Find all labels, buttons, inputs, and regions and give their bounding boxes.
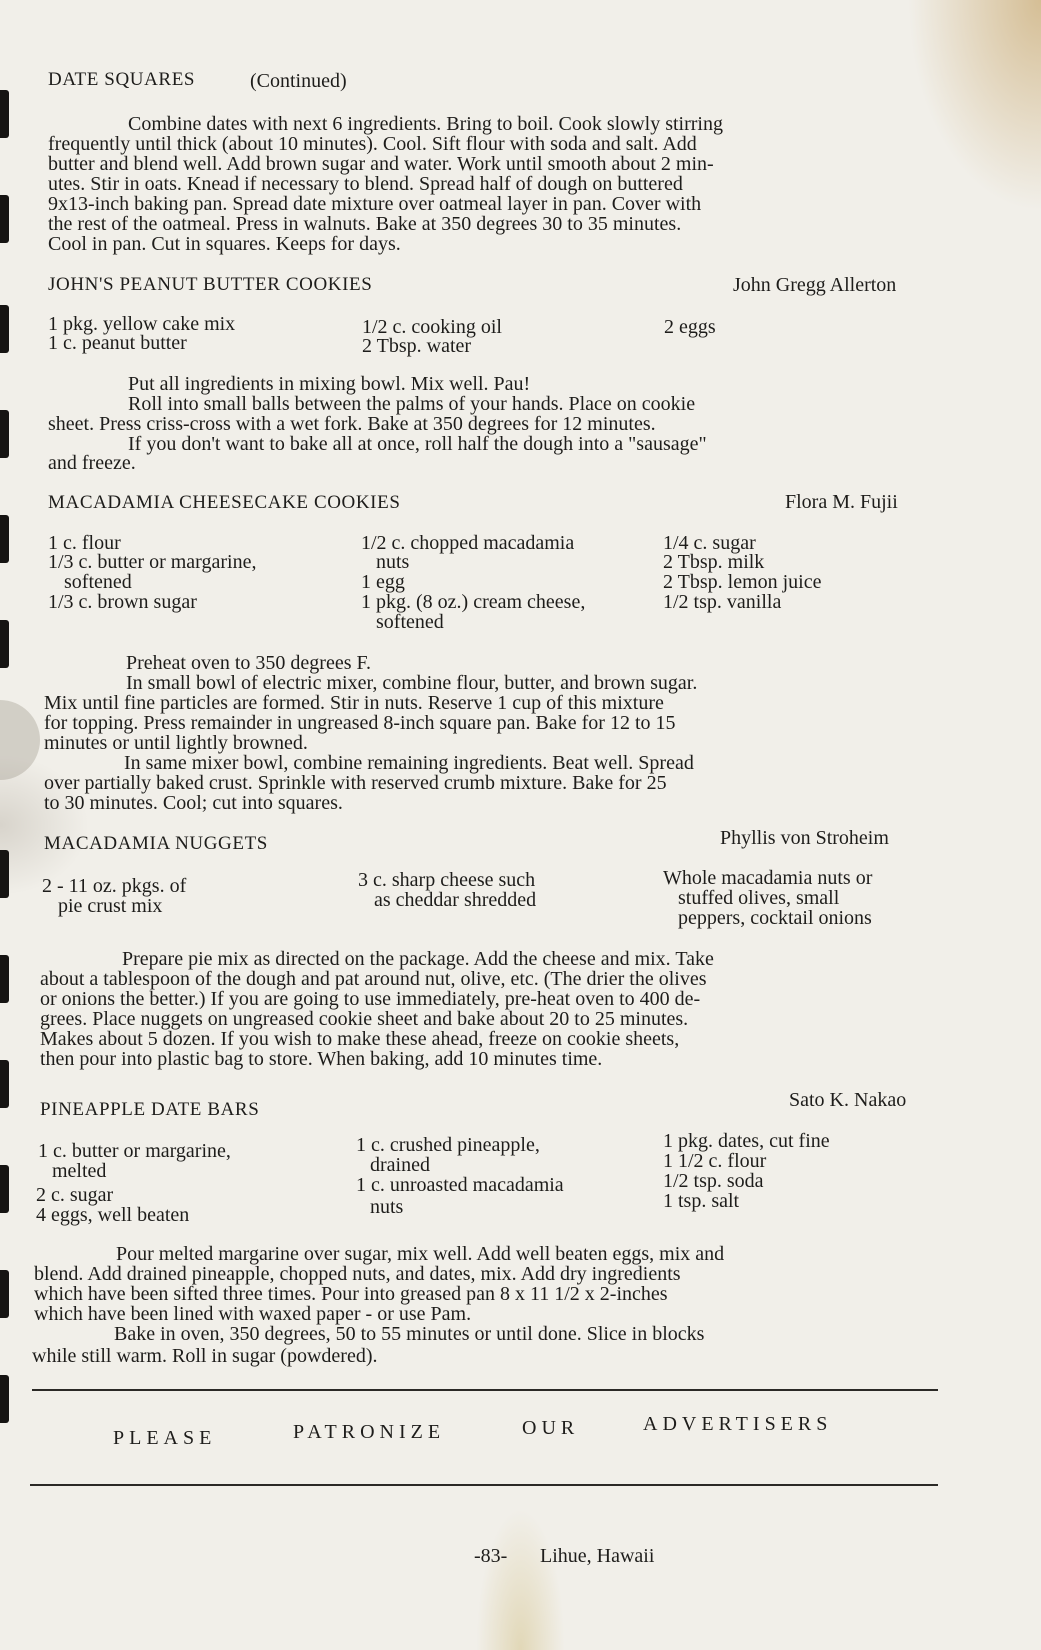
recipe-author: Flora M. Fujii	[785, 491, 898, 513]
instruction-line: to 30 minutes. Cool; cut into squares.	[44, 792, 343, 814]
ingredient: 1 c. peanut butter	[48, 332, 187, 354]
page-number: -83-	[474, 1545, 508, 1567]
instruction-line: Cool in pan. Cut in squares. Keeps for days.	[48, 233, 401, 255]
binding-ring	[0, 1375, 9, 1423]
ingredient: 1 egg	[361, 571, 405, 593]
instruction-line: blend. Add drained pineapple, chopped nuts, and dates, mix. Add dry ingredients	[34, 1263, 681, 1285]
ingredient: 1/2 c. cooking oil	[362, 316, 502, 338]
binding-ring	[0, 515, 9, 563]
ingredient: 2 c. sugar	[36, 1184, 114, 1206]
ingredient: 2 - 11 oz. pkgs. of	[42, 875, 187, 897]
ingredient: 1 c. butter or margarine,	[38, 1140, 231, 1162]
continued-label: (Continued)	[250, 70, 347, 92]
recipe-title: JOHN'S PEANUT BUTTER COOKIES	[48, 274, 373, 295]
ingredient: softened	[64, 571, 132, 593]
instruction-line: about a tablespoon of the dough and pat around nut, olive, etc. (The drier the olives	[40, 968, 707, 990]
divider-bottom	[30, 1484, 938, 1486]
recipe-author: John Gregg Allerton	[733, 274, 897, 296]
ingredient: melted	[52, 1160, 107, 1182]
ingredient: 1 pkg. dates, cut fine	[663, 1130, 830, 1152]
ingredient: peppers, cocktail onions	[678, 907, 872, 929]
binding-ring	[0, 1270, 9, 1318]
instruction-line: the rest of the oatmeal. Press in walnuts. Bake at 350 degrees 30 to 35 minutes.	[48, 213, 682, 235]
ingredient: 1 c. flour	[48, 532, 121, 554]
instruction-line: In same mixer bowl, combine remaining ingredients. Beat well. Spread	[124, 752, 694, 774]
ingredient: nuts	[370, 1196, 404, 1218]
instruction-line: Bake in oven, 350 degrees, 50 to 55 minutes or until done. Slice in blocks	[114, 1323, 705, 1345]
instruction-line: sheet. Press criss-cross with a wet fork. Bake at 350 degrees for 12 minutes.	[48, 413, 656, 435]
ingredient: stuffed olives, small	[678, 887, 840, 909]
ingredient: Whole macadamia nuts or	[663, 867, 873, 889]
instruction-line: and freeze.	[48, 452, 136, 474]
instruction-line: for topping. Press remainder in ungreased 8-inch square pan. Bake for 12 to 15	[44, 712, 676, 734]
ingredient: drained	[370, 1154, 430, 1176]
ingredient: 1/3 c. butter or margarine,	[48, 551, 257, 573]
banner-word: PLEASE	[113, 1427, 217, 1449]
instruction-line: over partially baked crust. Sprinkle with reserved crumb mixture. Bake for 25	[44, 772, 667, 794]
ingredient: 3 c. sharp cheese such	[358, 869, 536, 891]
ingredient: 1/4 c. sugar	[663, 532, 756, 554]
binding-ring	[0, 850, 9, 898]
ingredient: 1 pkg. (8 oz.) cream cheese,	[361, 591, 586, 613]
recipe-title: MACADAMIA NUGGETS	[44, 833, 268, 854]
ingredient: 1/2 tsp. vanilla	[663, 591, 782, 613]
recipe-title: MACADAMIA CHEESECAKE COOKIES	[48, 492, 401, 513]
instruction-line: utes. Stir in oats. Knead if necessary to blend. Spread half of dough on buttered	[48, 173, 683, 195]
divider-top	[32, 1389, 938, 1391]
spiral-binding	[0, 0, 12, 1650]
banner-word: ADVERTISERS	[643, 1413, 833, 1435]
instruction-line: Combine dates with next 6 ingredients. Bring to boil. Cook slowly stirring	[128, 113, 723, 135]
ingredient: 1/2 c. chopped macadamia	[361, 532, 575, 554]
binding-ring	[0, 955, 9, 1003]
instruction-line: then pour into plastic bag to store. When baking, add 10 minutes time.	[40, 1048, 603, 1070]
ingredient: 1 pkg. yellow cake mix	[48, 313, 236, 335]
binding-ring	[0, 1165, 9, 1213]
instruction-line: Roll into small balls between the palms of your hands. Place on cookie	[128, 393, 696, 415]
ingredient: 2 eggs	[664, 316, 716, 338]
instruction-line: Mix until fine particles are formed. Stir in nuts. Reserve 1 cup of this mixture	[44, 692, 664, 714]
instruction-line: butter and blend well. Add brown sugar and water. Work until smooth about 2 min-	[48, 153, 714, 175]
recipe-title: DATE SQUARES	[48, 69, 196, 90]
instruction-line: which have been sifted three times. Pour into greased pan 8 x 11 1/2 x 2-inches	[34, 1283, 668, 1305]
instruction-line: which have been lined with waxed paper - or use Pam.	[34, 1303, 472, 1325]
instruction-line: minutes or until lightly browned.	[44, 732, 308, 754]
ingredient: 2 Tbsp. water	[362, 335, 472, 357]
instruction-line: while still warm. Roll in sugar (powdered).	[32, 1345, 378, 1367]
instruction-line: Pour melted margarine over sugar, mix well. Add well beaten eggs, mix and	[116, 1243, 725, 1265]
ingredient: 4 eggs, well beaten	[36, 1204, 190, 1226]
banner-word: OUR	[522, 1417, 580, 1439]
binding-ring	[0, 620, 9, 668]
recipe-title: PINEAPPLE DATE BARS	[40, 1099, 260, 1120]
instruction-line: or onions the better.) If you are going to use immediately, pre-heat oven to 400 de-	[40, 988, 701, 1010]
instruction-line: Preheat oven to 350 degrees F.	[126, 652, 371, 674]
recipe-author: Phyllis von Stroheim	[720, 827, 889, 849]
instruction-line: Put all ingredients in mixing bowl. Mix well. Pau!	[128, 373, 531, 395]
instruction-line: Makes about 5 dozen. If you wish to make these ahead, freeze on cookie sheets,	[40, 1028, 680, 1050]
ingredient: 1/2 tsp. soda	[663, 1170, 764, 1192]
instruction-line: Prepare pie mix as directed on the package. Add the cheese and mix. Take	[122, 948, 714, 970]
binding-ring	[0, 305, 9, 353]
binding-ring	[0, 1060, 9, 1108]
footer-location: Lihue, Hawaii	[540, 1545, 655, 1567]
binding-ring	[0, 90, 9, 138]
binding-ring	[0, 410, 9, 458]
instruction-line: frequently until thick (about 10 minutes). Cool. Sift flour with soda and salt. Add	[48, 133, 697, 155]
banner-word: PATRONIZE	[293, 1421, 446, 1443]
ingredient: pie crust mix	[58, 895, 163, 917]
ingredient: 2 Tbsp. milk	[663, 551, 765, 573]
instruction-line: 9x13-inch baking pan. Spread date mixture over oatmeal layer in pan. Cover with	[48, 193, 702, 215]
instruction-line: grees. Place nuggets on ungreased cookie sheet and bake about 20 to 25 minutes.	[40, 1008, 689, 1030]
ingredient: as cheddar shredded	[374, 889, 537, 911]
ingredient: 1 c. unroasted macadamia	[356, 1174, 564, 1196]
instruction-line: If you don't want to bake all at once, roll half the dough into a "sausage"	[128, 433, 707, 455]
ingredient: 1 1/2 c. flour	[663, 1150, 767, 1172]
ingredient: 1 tsp. salt	[663, 1190, 740, 1212]
ingredient: 2 Tbsp. lemon juice	[663, 571, 822, 593]
instruction-line: In small bowl of electric mixer, combine flour, butter, and brown sugar.	[126, 672, 698, 694]
recipe-author: Sato K. Nakao	[789, 1089, 907, 1111]
ingredient: 1 c. crushed pineapple,	[356, 1134, 540, 1156]
ingredient: 1/3 c. brown sugar	[48, 591, 197, 613]
ingredient: nuts	[376, 551, 410, 573]
binding-ring	[0, 195, 9, 243]
ingredient: softened	[376, 611, 444, 633]
